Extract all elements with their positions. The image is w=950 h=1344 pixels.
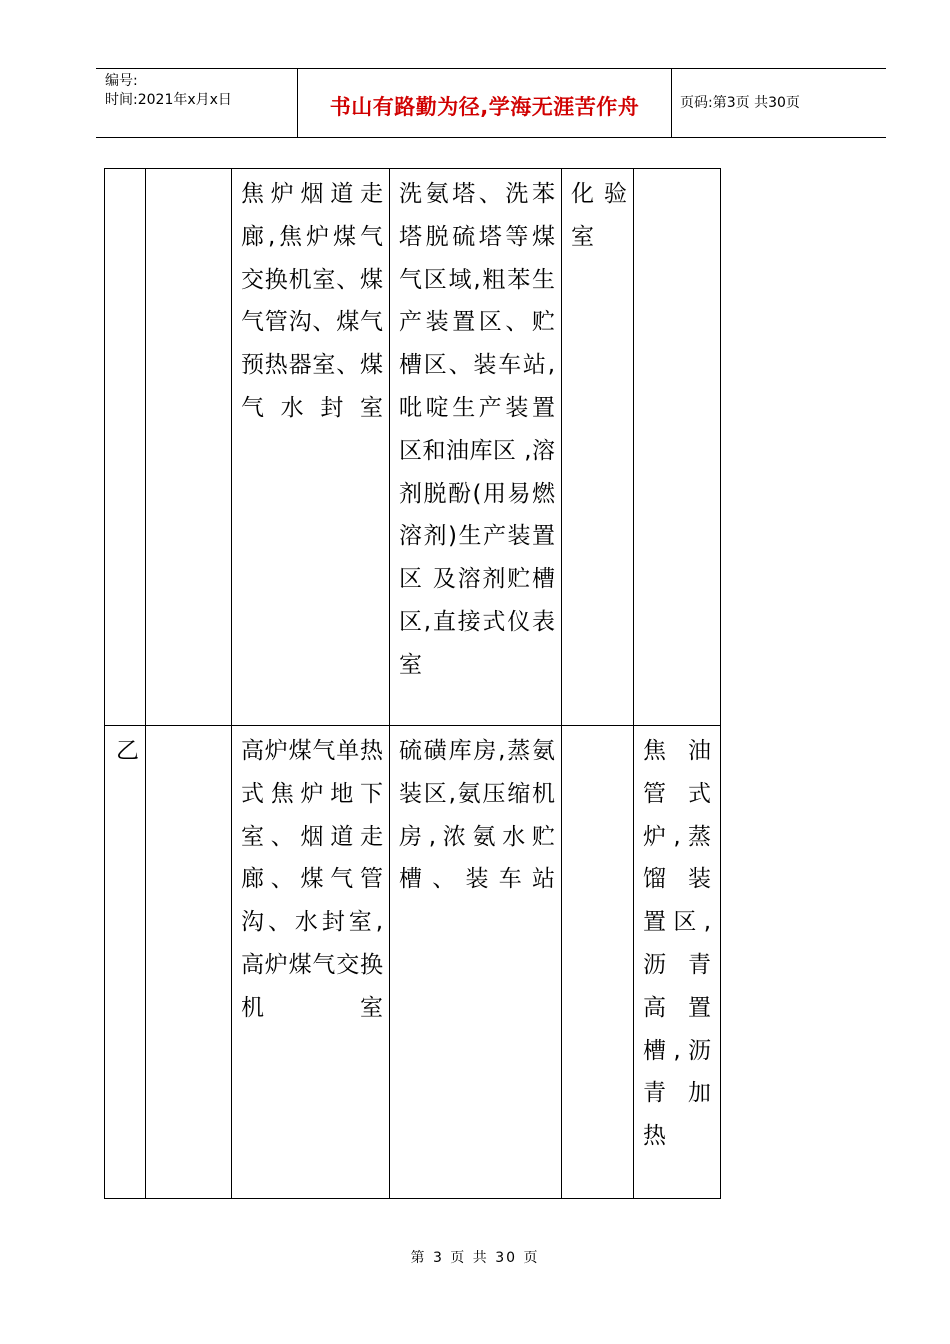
page-info: 页码:第3页 共30页	[680, 95, 800, 111]
category-cell	[105, 726, 146, 1199]
col6-cell	[634, 726, 721, 1199]
header-meta-cell	[96, 69, 298, 137]
col4-cell	[390, 169, 562, 726]
cell-text: 洗氨塔、洗苯塔脱硫塔等煤气区域,粗苯生产装置区、贮槽区、装车站,吡啶生产装置区和油库区 ,溶剂脱酚(用易燃溶剂)生产装置区 及溶剂贮槽区,直接式仪表室	[399, 181, 555, 678]
cell-text: 化验室	[571, 181, 627, 250]
col4-cell	[390, 726, 562, 1199]
header-motto-cell	[298, 69, 672, 137]
number-label: 编号:	[105, 73, 138, 89]
col3-cell	[232, 726, 390, 1199]
col2-cell	[146, 726, 232, 1199]
header-page-cell	[672, 69, 886, 137]
col3-cell	[232, 169, 390, 726]
table-row	[105, 169, 721, 726]
cell-text: 焦油管式炉,蒸馏装置区,沥青高置槽,沥青加热	[643, 738, 711, 1150]
category-text: 乙	[116, 738, 139, 764]
classification-table	[104, 168, 721, 1199]
col5-cell	[562, 726, 634, 1199]
page-header	[96, 68, 886, 138]
col2-cell	[146, 169, 232, 726]
col5-cell	[562, 169, 634, 726]
motto-text: 书山有路勤为径,学海无涯苦作舟	[329, 95, 640, 119]
cell-text: 硫磺库房,蒸氨装区,氨压缩机房,浓氨水贮槽、装车站	[399, 738, 555, 893]
category-cell	[105, 169, 146, 726]
cell-text: 高炉煤气单热式焦炉地下室、烟道走廊、煤气管沟、水封室,高炉煤气交换机室	[241, 738, 383, 1021]
page-footer: 第 3 页 共 30 页	[410, 1250, 540, 1266]
table-row	[105, 726, 721, 1199]
col6-cell	[634, 169, 721, 726]
time-label: 时间:2021年x月x日	[105, 92, 232, 108]
cell-text: 焦炉烟道走廊,焦炉煤气交换机室、煤气管沟、煤气预热器室、煤气水封室	[241, 181, 383, 421]
